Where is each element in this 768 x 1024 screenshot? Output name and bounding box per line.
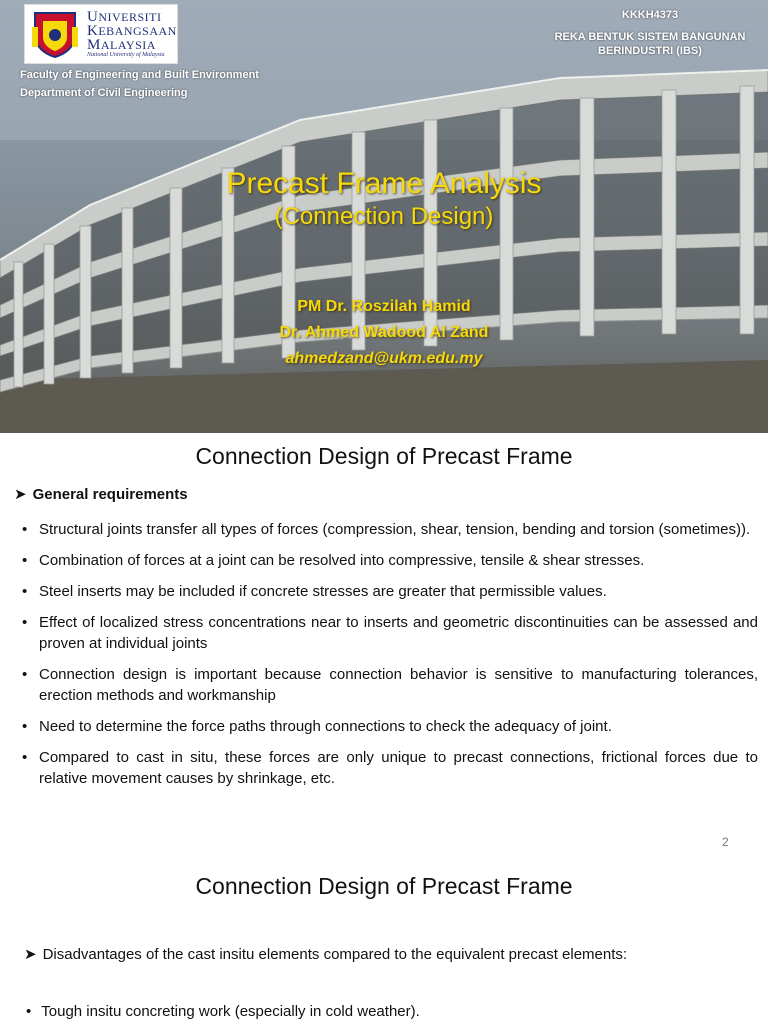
logo-tagline: National University of Malaysia: [87, 52, 165, 58]
slide-heading: Connection Design of Precast Frame: [195, 873, 573, 899]
disadvantages-label: Disadvantages of the cast insitu elements compared to the equivalent precast elements:: [42, 946, 628, 963]
faculty-name: Faculty of Engineering and Built Environment: [20, 69, 259, 81]
list-item: [26, 1003, 420, 1020]
page-number: 2: [722, 835, 729, 849]
author-email: ahmedzand@ukm.edu.my: [285, 350, 483, 367]
slide-2: [0, 433, 768, 863]
slide-3: [0, 863, 768, 1024]
course-code: KKKH4373: [621, 9, 679, 21]
author-1: PM Dr. Roszilah Hamid: [297, 298, 471, 315]
course-name-line2: BERINDUSTRI (IBS): [598, 45, 702, 57]
list-item: • Combination of forces at a joint can be resolved into compressive, tensile & shear stresses.: [22, 550, 758, 571]
list-item: • Effect of localized stress concentrations near to inserts and geometric discontinuities can be assessed and proven at individual joints: [22, 612, 758, 654]
title-slide: [0, 0, 768, 433]
presentation-title: Precast Frame Analysis: [226, 167, 542, 200]
requirements-heading: [14, 485, 188, 503]
university-logo: [24, 4, 178, 64]
presentation-subtitle: (Connection Design): [274, 203, 494, 230]
title-block: [0, 166, 768, 232]
crest-icon: [29, 9, 81, 59]
disadvantages-heading: [24, 945, 627, 963]
course-info: [520, 8, 768, 58]
list-item: • Connection design is important because connection behavior is sensitive to manufacturing tolerances, erection methods and workmanship: [22, 664, 758, 706]
slide-heading: Connection Design of Precast Frame: [195, 443, 573, 469]
arrow-bullet-icon: ➤: [14, 486, 27, 503]
department-name: Department of Civil Engineering: [20, 87, 188, 99]
faculty-info: [20, 66, 259, 102]
bullet-icon: •: [26, 1003, 32, 1020]
authors-block: [0, 294, 768, 372]
requirements-list: [22, 519, 758, 799]
requirements-label: General requirements: [32, 486, 188, 503]
list-item: • Need to determine the force paths through connections to check the adequacy of joint.: [22, 716, 758, 737]
arrow-bullet-icon: ➤: [24, 946, 37, 963]
list-item-text: Tough insitu concreting work (especially in cold weather).: [41, 1003, 420, 1020]
course-name-line1: REKA BENTUK SISTEM BANGUNAN: [554, 31, 746, 43]
author-2: Dr. Ahmed Wadood Al Zand: [279, 324, 489, 341]
logo-wordmark: UNIVERSITI KEBANGSAAN MALAYSIA: [87, 9, 177, 53]
list-item: • Steel inserts may be included if concrete stresses are greater that permissible values.: [22, 581, 758, 602]
list-item: • Compared to cast in situ, these forces are only unique to precast connections, frictional forces due to relative movement causes by shrinkage, etc.: [22, 747, 758, 789]
list-item: • Structural joints transfer all types of forces (compression, shear, tension, bending and torsion (sometimes)).: [22, 519, 758, 540]
